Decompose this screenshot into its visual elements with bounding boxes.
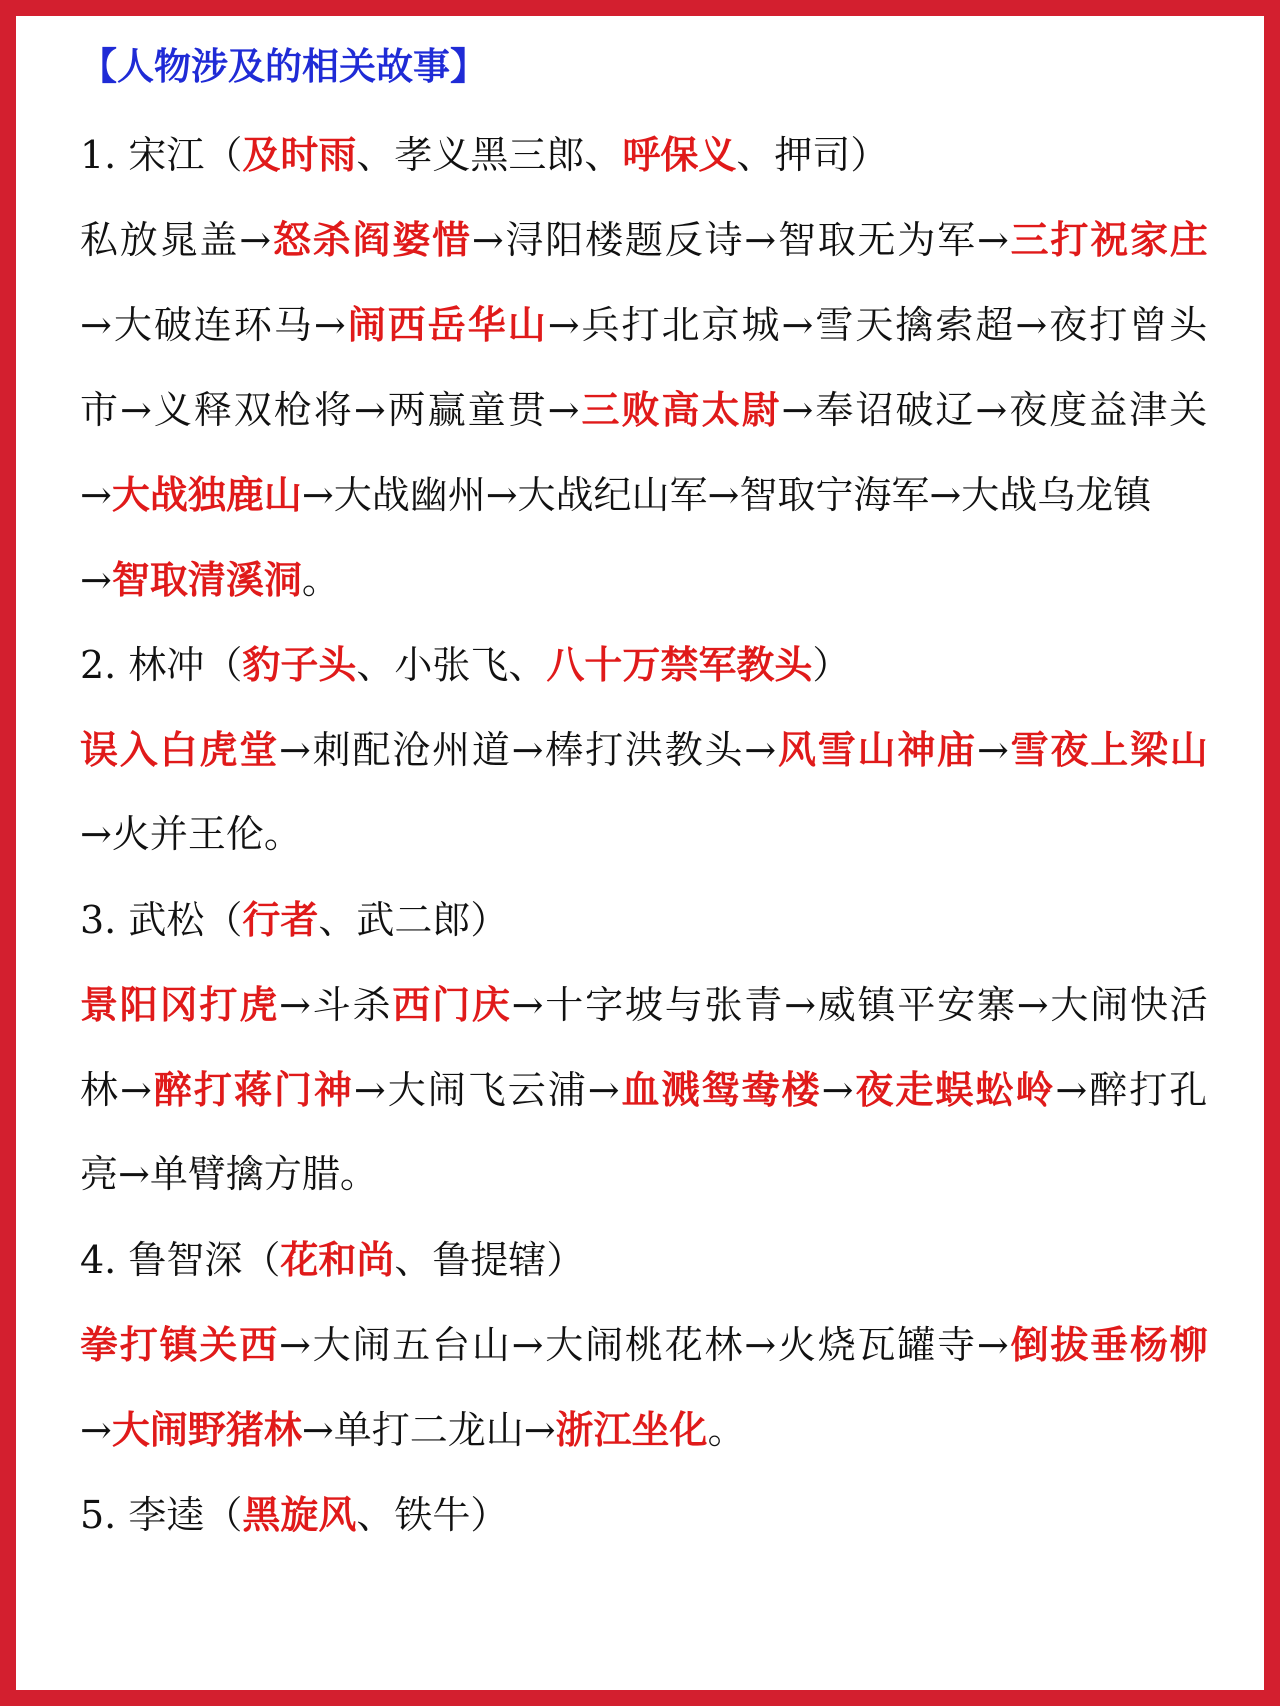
highlight-text: 行者: [242, 897, 319, 942]
plain-text: 私放晁盖→: [80, 218, 273, 262]
story-line: [80, 1132, 1210, 1217]
plain-text: →大闹飞云浦→: [353, 1068, 622, 1112]
plain-text: →: [80, 473, 112, 517]
highlight-text: 八十万禁军教头: [546, 642, 813, 687]
highlight-text: 呼保义: [622, 132, 737, 177]
plain-text: →十字坡与张青→威镇平安寨→大闹快活: [511, 983, 1210, 1027]
plain-text: 。: [707, 1408, 746, 1452]
plain-text: 、铁牛）: [356, 1493, 509, 1537]
story-line: [80, 792, 1210, 877]
plain-text: →: [80, 558, 112, 602]
highlight-text: 误入白虎堂: [80, 727, 280, 772]
highlight-text: 豹子头: [242, 642, 357, 687]
plain-text: →醉打孔: [1055, 1068, 1210, 1112]
highlight-text: 怒杀阎婆惜: [272, 217, 472, 262]
highlight-text: 夜走蜈蚣岭: [855, 1067, 1056, 1112]
highlight-text: 西门庆: [392, 982, 512, 1027]
heading-luzhishen: [80, 1217, 1210, 1302]
plain-text: 亮→单臂擒方腊。: [80, 1152, 378, 1196]
story-line: [80, 707, 1210, 792]
plain-text: 林→: [80, 1068, 154, 1112]
story-line: [80, 962, 1210, 1047]
plain-text: 。: [301, 558, 340, 602]
plain-text: →斗杀: [279, 983, 393, 1027]
plain-text: →奉诏破辽→夜度益津关: [781, 388, 1210, 432]
document-content: [80, 36, 1210, 1557]
highlight-text: 醉打蒋门神: [153, 1067, 354, 1112]
plain-text: 、孝义黑三郎、: [356, 133, 623, 177]
plain-text: →火并王伦。: [80, 812, 302, 856]
story-line: [80, 452, 1210, 537]
highlight-text: 拳打镇关西: [80, 1322, 280, 1367]
plain-text: →浔阳楼题反诗→智取无为军→: [471, 218, 1011, 262]
plain-text: →大破连环马→: [80, 303, 348, 347]
highlight-text: 大战独鹿山: [111, 472, 302, 517]
highlight-text: 闹西岳华山: [347, 302, 548, 347]
highlight-text: 三打祝家庄: [1010, 217, 1210, 262]
plain-text: →单打二龙山→: [301, 1408, 556, 1452]
plain-text: 、押司）: [736, 133, 889, 177]
highlight-text: 浙江坐化: [555, 1407, 708, 1452]
plain-text: →: [821, 1068, 856, 1112]
plain-text: →刺配沧州道→棒打洪教头→: [279, 728, 778, 772]
highlight-text: 倒拔垂杨柳: [1010, 1322, 1210, 1367]
highlight-text: 花和尚: [280, 1237, 395, 1282]
plain-text: 4. 鲁智深（: [80, 1238, 281, 1282]
highlight-text: 雪夜上梁山: [1010, 727, 1210, 772]
plain-text: →兵打北京城→雪天擒索超→夜打曾头: [547, 303, 1210, 347]
highlight-text: 景阳冈打虎: [80, 982, 280, 1027]
plain-text: 、武二郎）: [318, 898, 509, 942]
plain-text: 1. 宋江（: [80, 133, 243, 177]
story-line: [80, 1047, 1210, 1132]
highlight-text: 血溅鸳鸯楼: [621, 1067, 822, 1112]
plain-text: 3. 武松（: [80, 898, 243, 942]
story-line: [80, 282, 1210, 367]
highlight-text: 黑旋风: [242, 1492, 357, 1537]
plain-text: →: [80, 1408, 112, 1452]
story-line: [80, 367, 1210, 452]
plain-text: ）: [812, 643, 851, 687]
plain-text: →大战幽州→大战纪山军→智取宁海军→大战乌龙镇: [301, 473, 1152, 517]
plain-text: 市→义释双枪将→两赢童贯→: [80, 388, 582, 432]
plain-text: 5. 李逵（: [80, 1493, 243, 1537]
story-line: [80, 197, 1210, 282]
plain-text: →大闹五台山→大闹桃花林→火烧瓦罐寺→: [279, 1323, 1011, 1367]
highlight-text: 大闹野猪林: [111, 1407, 302, 1452]
highlight-text: 智取清溪洞: [111, 557, 302, 602]
highlight-text: 三败高太尉: [581, 387, 782, 432]
plain-text: 2. 林冲（: [80, 643, 243, 687]
heading-linchong: [80, 622, 1210, 707]
plain-text: 、小张飞、: [356, 643, 547, 687]
plain-text: →: [976, 728, 1011, 772]
story-line: [80, 537, 1210, 622]
story-line: [80, 1302, 1210, 1387]
plain-text: 、鲁提辖）: [394, 1238, 585, 1282]
highlight-text: 及时雨: [242, 132, 357, 177]
story-line: [80, 1387, 1210, 1472]
heading-wusong: [80, 877, 1210, 962]
heading-songjiang: [80, 112, 1210, 197]
heading-likui: [80, 1472, 1210, 1557]
highlight-text: 风雪山神庙: [777, 727, 977, 772]
section-title: 【人物涉及的相关故事】: [80, 44, 487, 88]
